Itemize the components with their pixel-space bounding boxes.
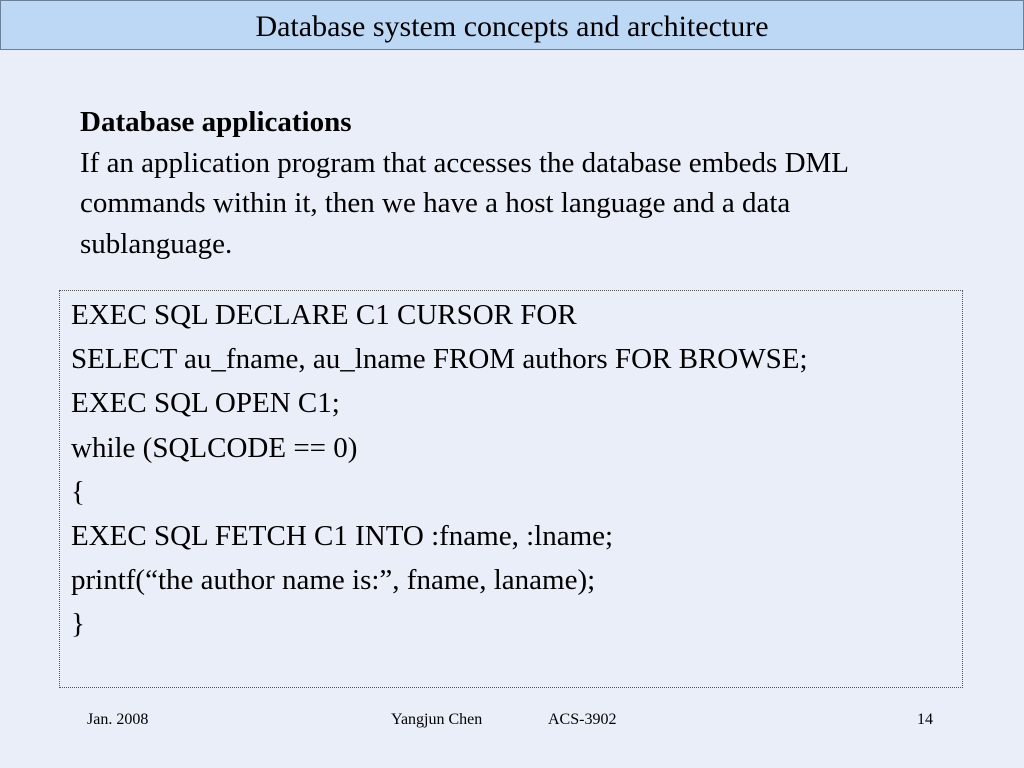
code-line: EXEC SQL OPEN C1; xyxy=(71,387,340,420)
code-line: while (SQLCODE == 0) xyxy=(71,431,358,464)
section-heading: Database applications xyxy=(80,106,352,138)
code-line: EXEC SQL DECLARE C1 CURSOR FOR xyxy=(71,299,577,331)
footer-page-number: 14 xyxy=(917,711,933,728)
footer-date: Jan. 2008 xyxy=(87,711,149,728)
code-line: } xyxy=(71,608,85,641)
footer-author: Yangjun Chen xyxy=(391,711,483,728)
code-line: SELECT au_fname, au_lname FROM authors FOR BROWSE; xyxy=(71,343,808,376)
code-line: { xyxy=(71,475,85,508)
footer-course: ACS-3902 xyxy=(548,711,617,728)
slide-title: Database system concepts and architecture xyxy=(255,10,769,43)
intro-paragraph: If an application program that accesses the database embeds DML commands within it, then we have a host language and a data sublanguage. xyxy=(80,146,848,260)
code-line: EXEC SQL FETCH C1 INTO :fname, :lname; xyxy=(71,520,614,553)
title-bar xyxy=(0,0,1024,50)
code-box xyxy=(59,290,963,688)
intro-section xyxy=(80,102,940,264)
code-line: printf(“the author name is:”, fname, laname); xyxy=(71,564,596,597)
